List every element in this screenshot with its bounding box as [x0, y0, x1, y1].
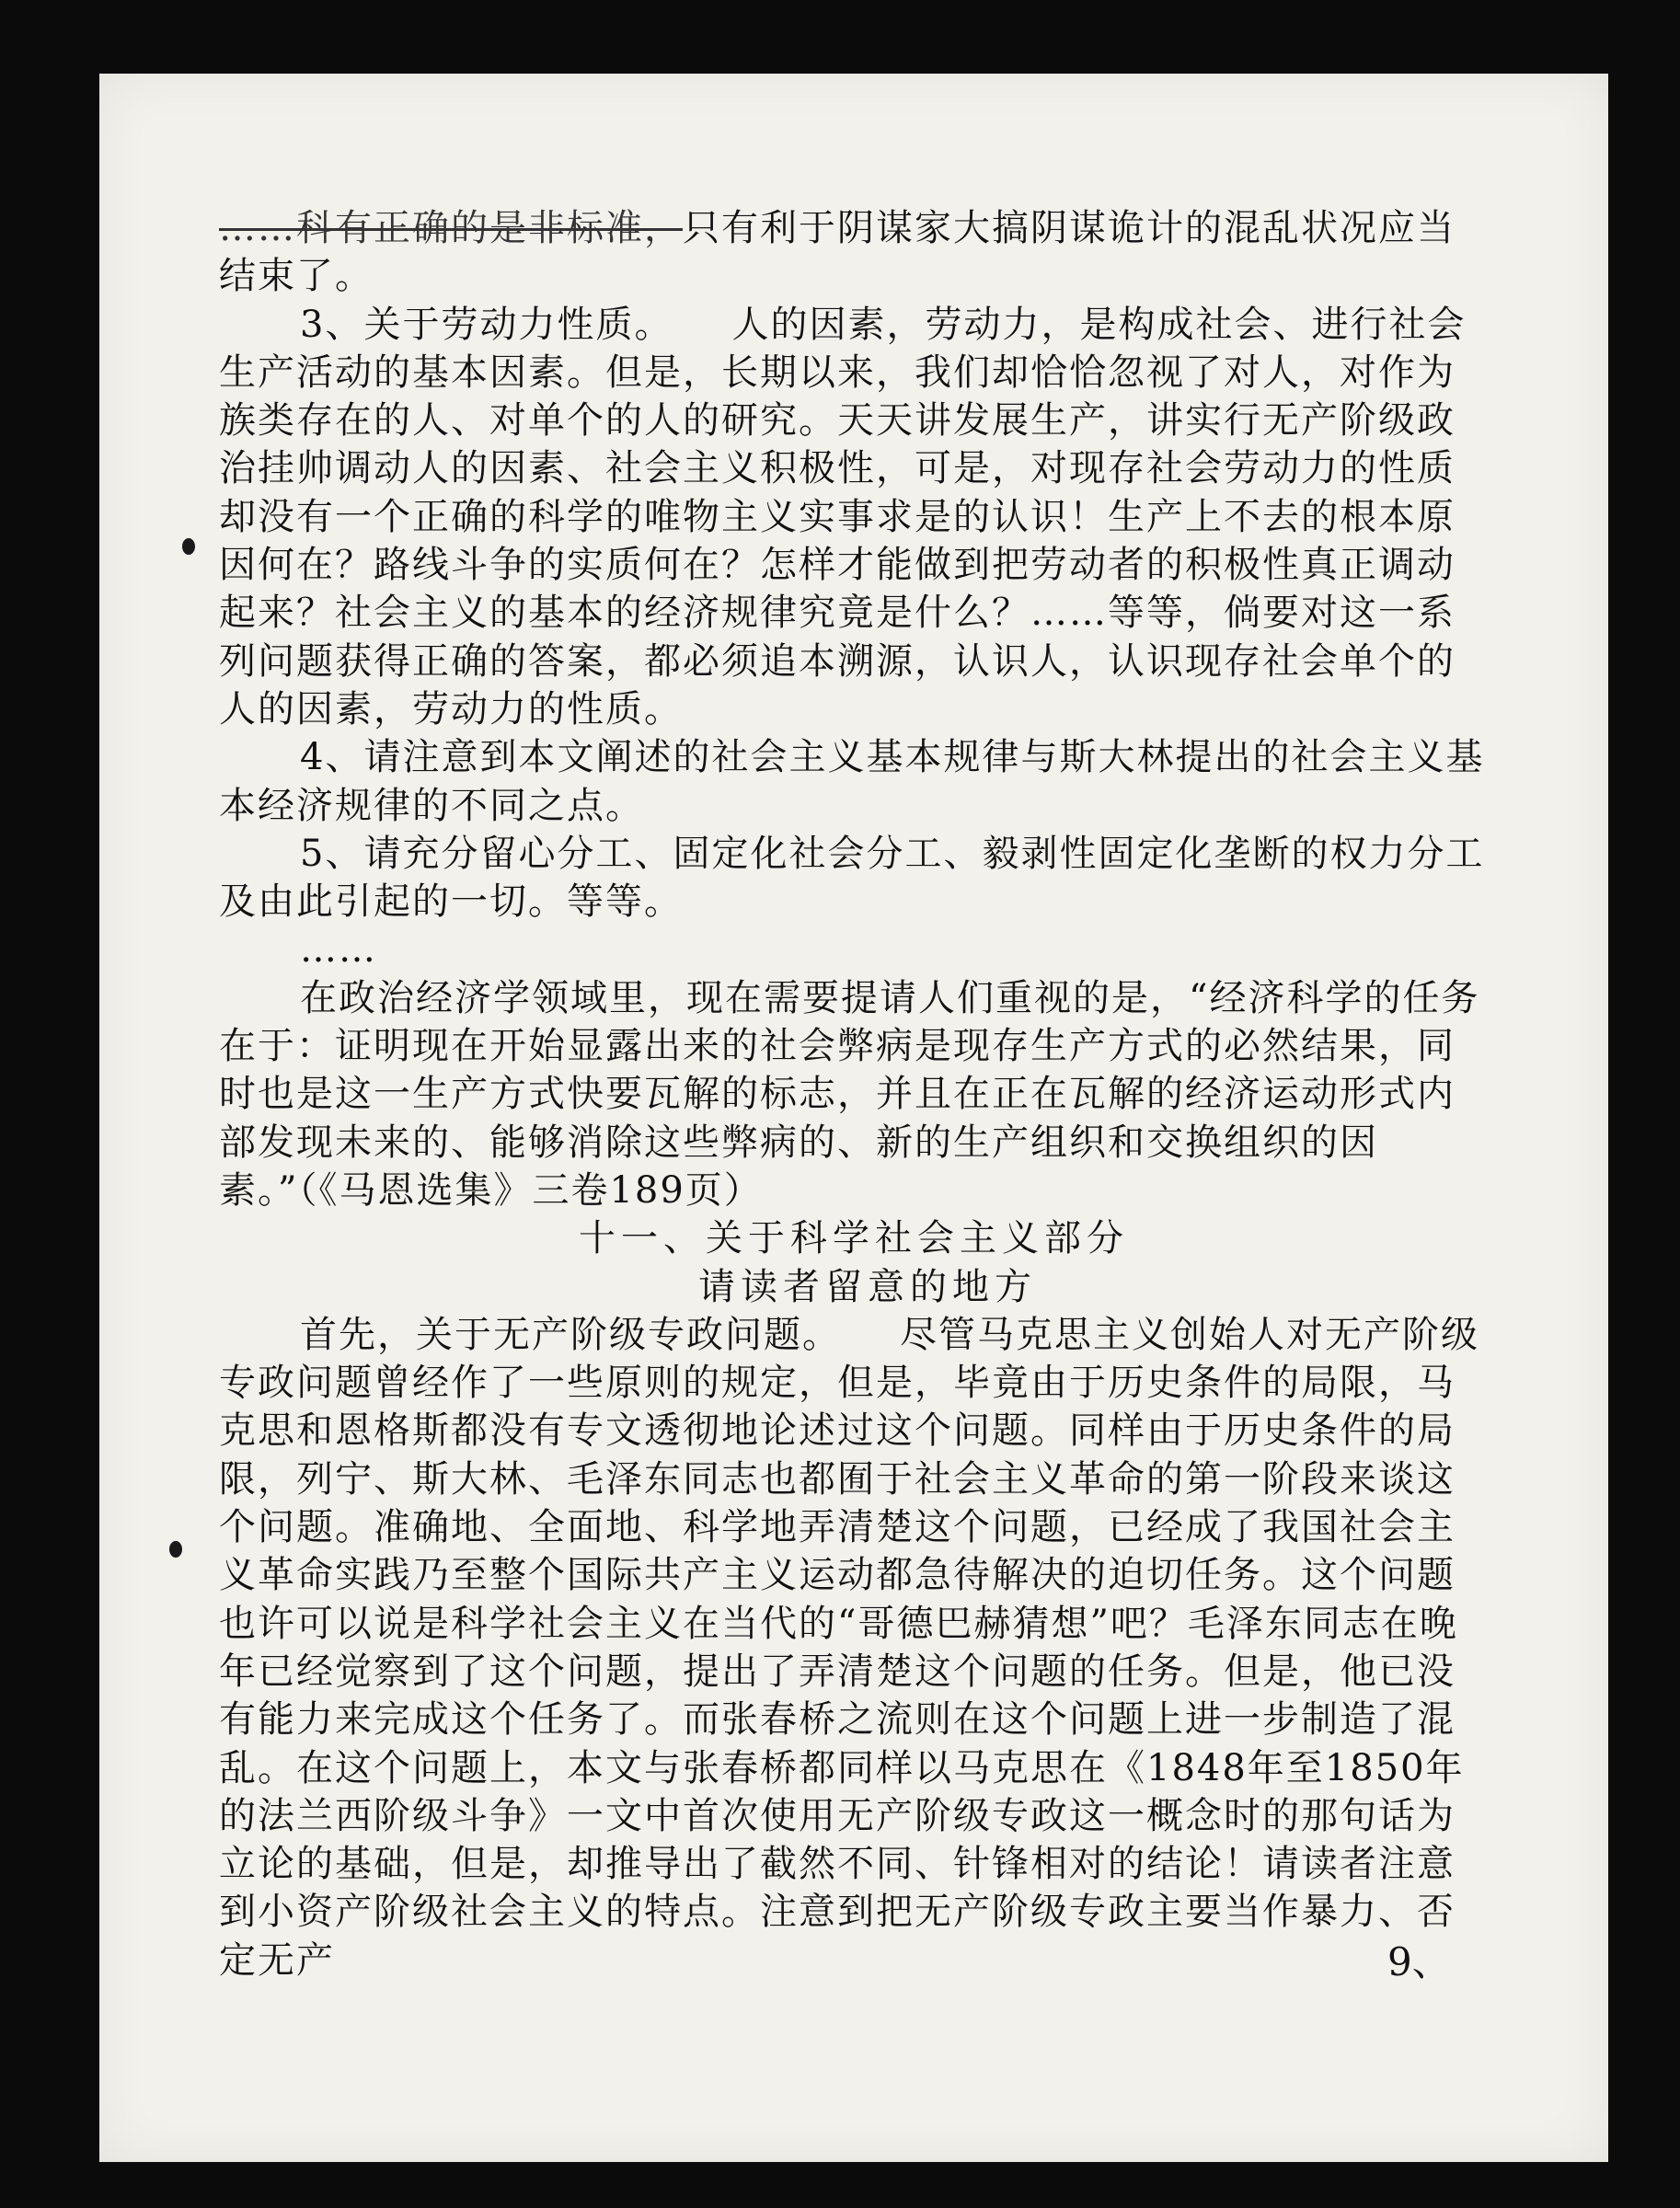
opening-line-text: 只有利于阴谋家大搞阴谋诡计的混乱状况应当结束了。	[219, 207, 1456, 298]
opening-line	[219, 204, 1489, 301]
section-title: 十一、关于科学社会主义部分	[579, 1217, 1129, 1260]
struck-text: ……科有正确的是非标准，	[219, 207, 683, 249]
page-number: 9、	[1387, 1939, 1451, 1984]
document-body	[219, 204, 1489, 1984]
section-subtitle: 请读者留意的地方	[698, 1265, 1037, 1308]
ellipsis: ……	[300, 928, 377, 972]
punch-hole-mark	[169, 1541, 182, 1558]
paragraph-4: 4、请注意到本文阐述的社会主义基本规律与斯大林提出的社会主义基本经济规律的不同之点。	[219, 736, 1485, 827]
paragraph-first: 首先，关于无产阶级专政问题。 尽管马克思主义创始人对无产阶级专政问题曾经作了一些原则的规定，但是，毕竟由于历史条件的局限，马克思和恩格斯都没有专文透彻地论述过这个问题。同样由于历史条件的局限，列宁、斯大林、毛泽东同志也都囿于社会主义革命的第一阶段来谈这个问题。准确地、全面地、科学地弄清楚这个问题，已经成了我国社会主义革命实践乃至整个国际共产主义运动都急待解决的迫切任务。这个问题也许可以说是科学社会主义在当代的“哥德巴赫猜想”吧？毛泽东同志在晚年已经觉察到了这个问题，提出了弄清楚这个问题的任务。但是，他已没有能力来完成这个任务了。而张春桥之流则在这个问题上进一步制造了混乱。在这个问题上，本文与张春桥都同样以马克思在《1848年至1850年的法兰西阶级斗争》一文中首次使用无产阶级专政这一概念时的那句话为立论的基础，但是，却推导出了截然不同、针锋相对的结论！请读者注意到小资产阶级社会主义的特点。注意到把无产阶级专政主要当作暴力、否定无产	[219, 1313, 1479, 1982]
paragraph-5: 5、请充分留心分工、固定化社会分工、毅剥性固定化垄断的权力分工及由此引起的一切。等等。	[219, 832, 1485, 924]
paragraph-3: 3、关于劳动力性质。 人的因素，劳动力，是构成社会、进行社会生产活动的基本因素。但是，长期以来，我们却恰恰忽视了对人，对作为族类存在的人、对单个的人的研究。天天讲发展生产，讲实行无产阶级政治挂帅调动人的因素、社会主义积极性，可是，对现存社会劳动力的性质却没有一个正确的科学的唯物主义实事求是的认识！生产上不去的根本原因何在？路线斗争的实质何在？怎样才能做到把劳动者的积极性真正调动起来？社会主义的基本的经济规律究竟是什么？……等等，倘要对这一系列问题获得正确的答案，都必须追本溯源，认识人，认识现存社会单个的人的因素，劳动力的性质。	[219, 303, 1467, 730]
punch-hole-mark	[182, 538, 195, 555]
paragraph-quote: 在政治经济学领域里，现在需要提请人们重视的是，“经济科学的任务在于：证明现在开始显露出来的社会弊病是现存生产方式的必然结果，同时也是这一生产方式快要瓦解的标志，并且在正在瓦解的经济运动形式内部发现未来的、能够消除这些弊病的、新的生产组织和交换组织的因素。”（《马恩选集》三卷189页）	[219, 976, 1480, 1212]
